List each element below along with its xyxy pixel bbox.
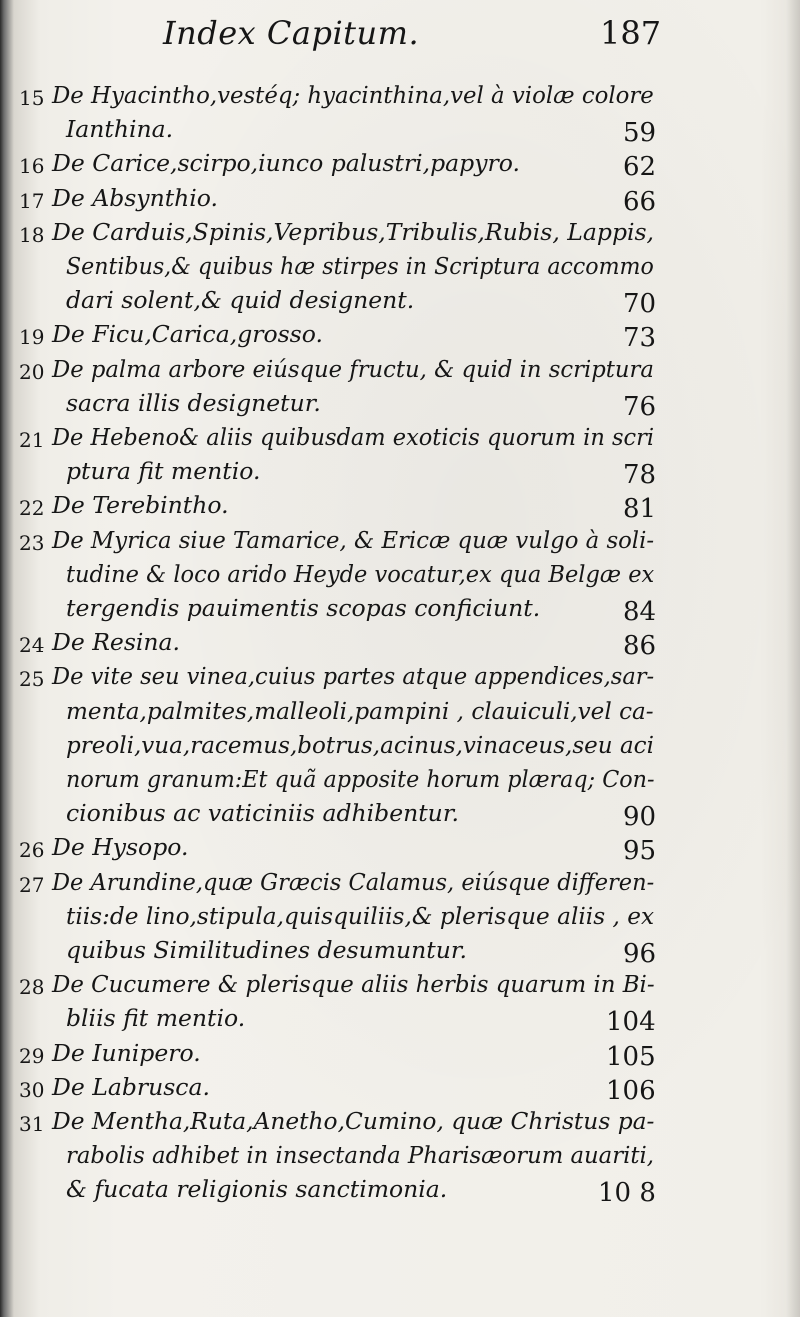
entry-title-line: tergendis pauimentis scopas conficiunt. (66, 594, 541, 622)
chapter-number: 16 (19, 154, 45, 179)
page-reference: 84 (623, 597, 657, 627)
entry-title-line: sacra illis designetur. (66, 388, 321, 417)
entry-title-line: De Terebintho. (52, 491, 229, 520)
chapter-number: 27 (19, 872, 45, 897)
chapter-number: 28 (19, 975, 45, 1000)
entry-title-line: norum granum:Et quã apposite horum plæraq; Con- (66, 765, 655, 793)
entry-title-line: De Myrica siue Tamarice, & Ericæ quæ vulgo à soli- (52, 525, 655, 554)
page-reference: 105 (606, 1041, 656, 1072)
entry-title-line: De Hyacintho,vestéq; hyacinthina,vel à violæ colore (52, 81, 654, 109)
entry-title-line: bliis fit mentio. (66, 1004, 246, 1033)
running-head: Index Capitum. (163, 14, 420, 52)
chapter-number: 26 (19, 838, 45, 863)
chapter-number: 18 (19, 222, 45, 247)
entry-title-line: De palma arbore eiúsque fructu, & quid in scriptura (52, 354, 654, 383)
entry-title-line: De Absynthio. (52, 183, 219, 212)
chapter-number: 31 (19, 1112, 45, 1136)
entry-title-line: ptura fit mentio. (66, 457, 261, 486)
page-reference: 106 (606, 1075, 656, 1106)
entry-title-line: De Resina. (52, 628, 181, 657)
entry-title-line: dari solent,& quid designent. (66, 286, 415, 315)
chapter-number: 15 (19, 86, 45, 110)
page-reference: 66 (623, 186, 657, 217)
page-reference: 10 8 (598, 1178, 656, 1209)
entry-title-line: De Mentha,Ruta,Anetho,Cumino, quæ Christus pa- (52, 1107, 655, 1135)
page-reference: 90 (623, 802, 657, 833)
chapter-number: 19 (19, 325, 45, 350)
page-reference: 86 (623, 631, 657, 662)
entry-title-line: De Labrusca. (52, 1072, 210, 1101)
page-reference: 59 (623, 118, 657, 149)
chapter-number: 30 (19, 1077, 45, 1102)
page-reference: 62 (623, 152, 657, 183)
page-reference: 76 (623, 391, 657, 422)
entry-title-line: quibus Similitudines desumuntur. (66, 936, 467, 964)
chapter-number: 24 (19, 633, 45, 658)
entry-title-line: cionibus ac vaticiniis adhibentur. (66, 799, 459, 828)
entry-title-line: De Cucumere & plerisque aliis herbis quarum in Bi- (52, 970, 655, 999)
entry-title-line: De Carice,scirpo,iunco palustri,papyro. (52, 149, 520, 178)
page-number: 187 (600, 14, 662, 52)
page-reference: 70 (623, 289, 657, 320)
entry-title-line: De Hysopo. (52, 833, 189, 862)
chapter-number: 23 (19, 530, 45, 555)
chapter-number: 25 (19, 667, 45, 692)
chapter-number: 21 (19, 428, 45, 452)
page-reference: 95 (623, 836, 657, 867)
chapter-number: 22 (19, 496, 45, 521)
entry-title-line: & fucata religionis sanctimonia. (66, 1175, 448, 1204)
entry-title-line: De Ficu,Carica,grosso. (52, 320, 323, 349)
page-reference: 104 (606, 1007, 656, 1038)
entry-title-line: De Carduis,Spinis,Vepribus,Tribulis,Rubis, Lappis, (52, 217, 655, 246)
entry-title-line: De Iunipero. (52, 1038, 201, 1067)
entry-title-line: rabolis adhibet in insectanda Pharisæorum auariti, (66, 1141, 654, 1170)
entry-title-line: De Arundine,quæ Græcis Calamus, eiúsque differen- (52, 867, 655, 896)
entry-title-line: Ianthina. (66, 115, 174, 144)
entry-title-line: preoli,vua,racemus,botrus,acinus,vinaceus,seu aci (66, 730, 654, 759)
page-reference: 78 (623, 460, 657, 491)
page-reference: 73 (623, 323, 657, 354)
chapter-number: 29 (19, 1043, 45, 1068)
entry-title-line: tudine & loco arido Heyde vocatur,ex qua Belgæ ex (66, 559, 655, 588)
entry-title-line: menta,palmites,malleoli,pampini , clauiculi,vel ca- (66, 696, 654, 725)
entry-title-line: De vite seu vinea,cuius partes atque appendices,sar- (52, 662, 655, 691)
entry-title-line: tiis:de lino,stipula,quisquiliis,& plerisque aliis , ex (66, 901, 655, 930)
page-reference: 81 (623, 494, 657, 525)
chapter-number: 17 (19, 188, 45, 213)
entry-title-line: Sentibus,& quibus hæ stirpes in Scriptura accommo (66, 252, 654, 280)
chapter-number: 20 (19, 359, 45, 384)
entry-title-line: De Hebeno& aliis quibusdam exoticis quorum in scri (52, 423, 655, 451)
page-reference: 96 (623, 939, 657, 969)
